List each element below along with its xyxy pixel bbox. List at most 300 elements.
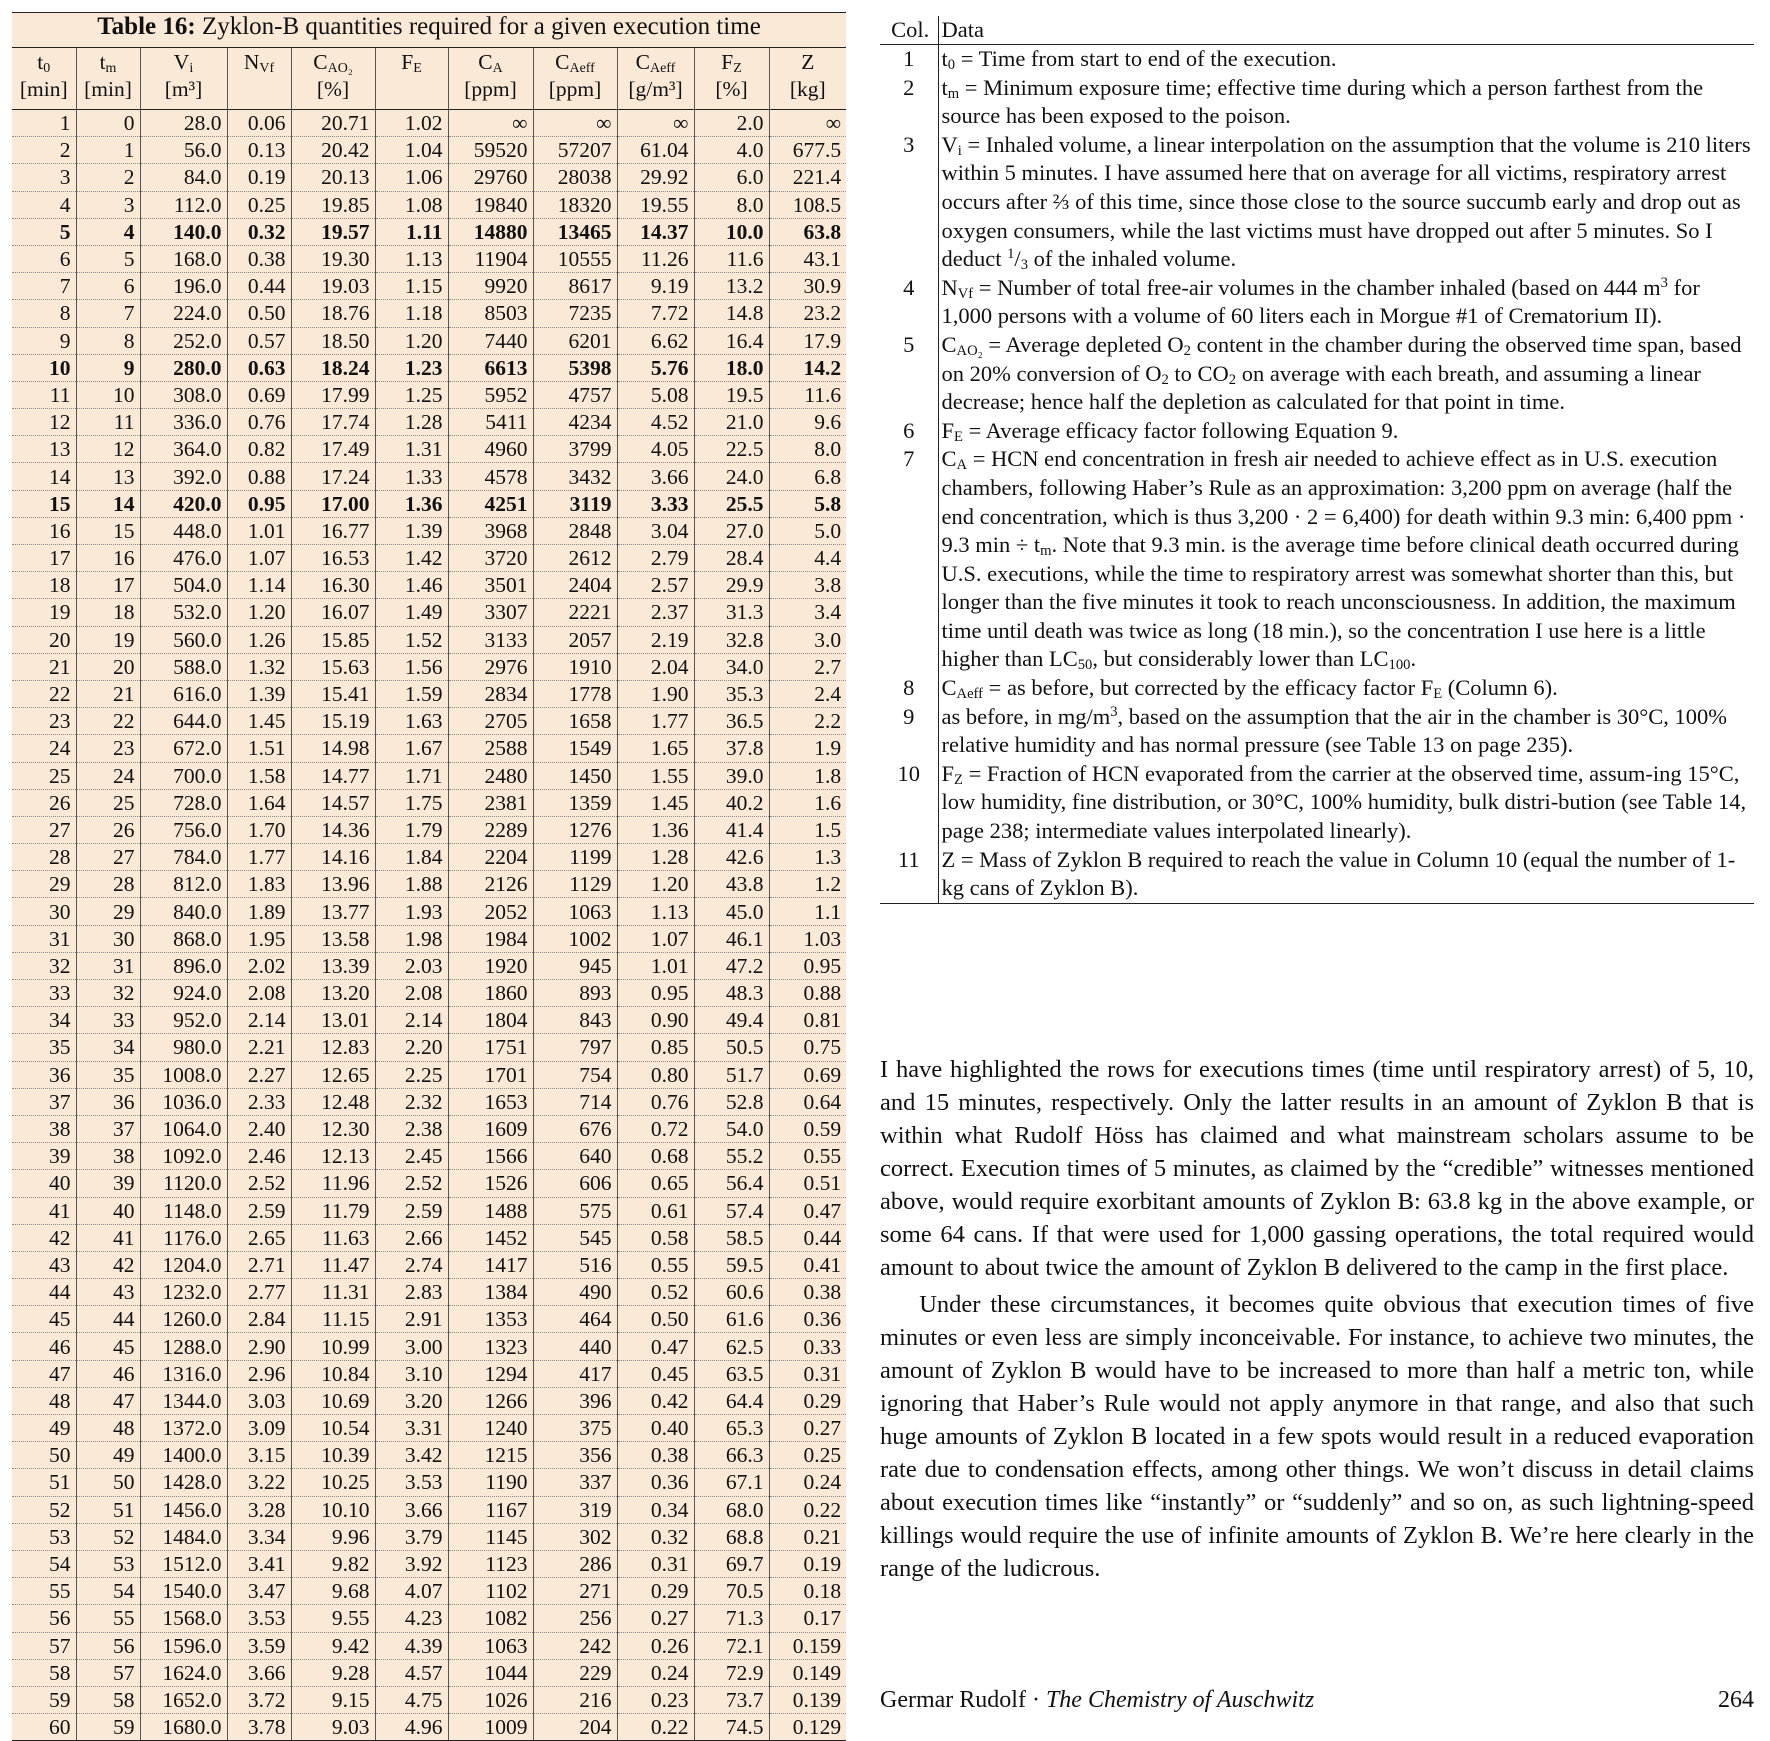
- table-row: [12, 490, 846, 517]
- column-unit: [min]: [19, 77, 68, 101]
- legend-col-number: 4: [880, 274, 938, 331]
- table-cell: 18.50: [291, 327, 375, 354]
- table-cell: 12.48: [291, 1088, 375, 1115]
- table-cell: 2.08: [375, 980, 448, 1007]
- table-cell: 797: [533, 1034, 617, 1061]
- table-cell: 0.31: [617, 1550, 694, 1577]
- legend-col-number: 5: [880, 331, 938, 417]
- column-header: [617, 48, 694, 110]
- table-cell: 364.0: [140, 436, 227, 463]
- table-cell: 1.5: [769, 816, 846, 843]
- table-cell: 672.0: [140, 735, 227, 762]
- table-row: [12, 1279, 846, 1306]
- table-row: [12, 1115, 846, 1142]
- table-cell: 0.17: [769, 1605, 846, 1632]
- table-cell: 2.83: [375, 1279, 448, 1306]
- table-title: Zyklon-B quantities required for a given execution time: [201, 13, 761, 40]
- table-cell: 40: [12, 1170, 76, 1197]
- table-cell: 1.32: [227, 653, 291, 680]
- table-cell: 0.81: [769, 1007, 846, 1034]
- table-cell: 63.8: [769, 218, 846, 245]
- table-cell: 24: [76, 762, 140, 789]
- table-cell: 38: [12, 1115, 76, 1142]
- table-cell: 29760: [448, 164, 533, 191]
- table-cell: 271: [533, 1578, 617, 1605]
- table-cell: 56.0: [140, 137, 227, 164]
- table-cell: 41.4: [694, 816, 769, 843]
- table-cell: 2.91: [375, 1306, 448, 1333]
- table-cell: 2289: [448, 816, 533, 843]
- table-cell: 1.64: [227, 789, 291, 816]
- legend-description: $F_Z$ = Fraction of HCN evaporated from the carrier at the observed time, assum-ing 15°C, low humidity, fine distribution, or 30°C, 100% humidity, bulk distri-bution (see Table 14, page 238; intermediate values interpolated linearly).: [941, 760, 1747, 844]
- table-cell: 640: [533, 1143, 617, 1170]
- table-cell: 1804: [448, 1007, 533, 1034]
- table-cell: 1.63: [375, 708, 448, 735]
- table-cell: 44: [12, 1279, 76, 1306]
- table-cell: 0.38: [227, 245, 291, 272]
- table-cell: 140.0: [140, 218, 227, 245]
- table-cell: 1.84: [375, 844, 448, 871]
- table-cell: 3.92: [375, 1550, 448, 1577]
- table-cell: 2.0: [694, 110, 769, 137]
- legend-description: Z = Mass of Zyklon B required to reach the value in Column 10 (equal the number of 1-kg cans of Zyklon B).: [938, 846, 1754, 904]
- table-cell: 19.85: [291, 191, 375, 218]
- table-cell: 0.40: [617, 1415, 694, 1442]
- table-cell: 34: [12, 1007, 76, 1034]
- table-cell: 286: [533, 1550, 617, 1577]
- table-cell: 1092.0: [140, 1143, 227, 1170]
- table-cell: 0.13: [227, 137, 291, 164]
- table-cell: 29: [12, 871, 76, 898]
- table-cell: 0.44: [769, 1224, 846, 1251]
- column-unit: [kg]: [789, 77, 826, 101]
- table-row: [12, 1550, 846, 1577]
- table-cell: 45: [76, 1333, 140, 1360]
- column-header: [448, 48, 533, 110]
- footer-author: Germar Rudolf ·: [880, 1687, 1046, 1713]
- table-cell: 1353: [448, 1306, 533, 1333]
- table-cell: 1596.0: [140, 1632, 227, 1659]
- table-cell: 7: [76, 300, 140, 327]
- table-cell: 20.13: [291, 164, 375, 191]
- table-cell: 0.55: [617, 1251, 694, 1278]
- table-cell: 40.2: [694, 789, 769, 816]
- table-cell: 24.0: [694, 463, 769, 490]
- table-cell: 0.24: [617, 1659, 694, 1686]
- table-cell: 0.18: [769, 1578, 846, 1605]
- table-cell: 224.0: [140, 300, 227, 327]
- table-cell: 1428.0: [140, 1469, 227, 1496]
- table-cell: 31: [76, 952, 140, 979]
- column-subscript: AO₂: [327, 61, 353, 76]
- table-cell: 0.58: [617, 1224, 694, 1251]
- table-cell: 1.8: [769, 762, 846, 789]
- table-cell: 0.33: [769, 1333, 846, 1360]
- table-cell: 0.95: [769, 952, 846, 979]
- table-cell: 1.25: [375, 381, 448, 408]
- table-cell: 22: [12, 680, 76, 707]
- table-cell: 27.0: [694, 517, 769, 544]
- table-row: [12, 354, 846, 381]
- table-cell: 0.90: [617, 1007, 694, 1034]
- table-row: [12, 273, 846, 300]
- table-cell: 40: [76, 1197, 140, 1224]
- table-cell: 532.0: [140, 599, 227, 626]
- table-cell: 1002: [533, 925, 617, 952]
- table-cell: 13465: [533, 218, 617, 245]
- table-cell: 216: [533, 1686, 617, 1713]
- table-cell: 1276: [533, 816, 617, 843]
- table-cell: 924.0: [140, 980, 227, 1007]
- table-cell: 43: [12, 1251, 76, 1278]
- legend-row: [880, 74, 1754, 131]
- legend-col-number: 8: [880, 674, 938, 703]
- table-cell: 0.51: [769, 1170, 846, 1197]
- table-row: [12, 1007, 846, 1034]
- table-label: Table 16:: [97, 13, 196, 40]
- table-cell: 1.28: [617, 844, 694, 871]
- table-cell: 1294: [448, 1360, 533, 1387]
- table-cell: 4.57: [375, 1659, 448, 1686]
- table-cell: 36: [76, 1088, 140, 1115]
- column-unit: [ppm]: [464, 77, 517, 101]
- column-unit: [%]: [316, 77, 350, 101]
- table-row: [12, 762, 846, 789]
- table-cell: 3.34: [227, 1523, 291, 1550]
- table-cell: 0.52: [617, 1279, 694, 1306]
- table-row: [12, 898, 846, 925]
- table-cell: 11: [76, 409, 140, 436]
- table-cell: 3.66: [617, 463, 694, 490]
- table-cell: 12: [76, 436, 140, 463]
- table-cell: 16.53: [291, 545, 375, 572]
- table-cell: 50: [12, 1442, 76, 1469]
- column-unit: [256, 77, 261, 101]
- table-cell: 21.0: [694, 409, 769, 436]
- table-cell: 9: [12, 327, 76, 354]
- table-cell: 32: [76, 980, 140, 1007]
- table-cell: 2.38: [375, 1115, 448, 1142]
- table-cell: 10.25: [291, 1469, 375, 1496]
- table-cell: 4757: [533, 381, 617, 408]
- table-row: [12, 1686, 846, 1713]
- table-cell: 1.6: [769, 789, 846, 816]
- table-cell: 2834: [448, 680, 533, 707]
- table-cell: 4.07: [375, 1578, 448, 1605]
- table-cell: 28: [12, 844, 76, 871]
- table-cell: 1452: [448, 1224, 533, 1251]
- table-cell: 1.3: [769, 844, 846, 871]
- column-symbol: C: [635, 50, 650, 74]
- table-cell: 1.23: [375, 354, 448, 381]
- legend-description: $V_i$ = Inhaled volume, a linear interpolation on the assumption that the volume is 210 liters within 5 minutes. I have assumed here that on average for all victims, respiratory arrest occurs after ⅔ of this time, since those close to the source succumb early and drop out as oxygen consumers, while the last victims must have dropped out after 5 minutes. So I deduct $^1/_3$ of the inhaled volume.: [941, 131, 1751, 274]
- table-cell: 1.02: [375, 110, 448, 137]
- table-cell: 1148.0: [140, 1197, 227, 1224]
- table-cell: 1.06: [375, 164, 448, 191]
- table-cell: 0.32: [227, 218, 291, 245]
- table-cell: 0.69: [227, 381, 291, 408]
- legend-col-number: 11: [880, 846, 938, 904]
- table-cell: 35.3: [694, 680, 769, 707]
- table-row: [12, 1333, 846, 1360]
- table-cell: 51: [76, 1496, 140, 1523]
- table-cell: 1026: [448, 1686, 533, 1713]
- table-cell: 13.96: [291, 871, 375, 898]
- table-cell: 1123: [448, 1550, 533, 1577]
- table-row: [12, 1496, 846, 1523]
- table-cell: 1.2: [769, 871, 846, 898]
- table-cell: 2848: [533, 517, 617, 544]
- table-cell: 12.65: [291, 1061, 375, 1088]
- table-cell: 50: [76, 1469, 140, 1496]
- table-cell: 3.33: [617, 490, 694, 517]
- table-cell: 3799: [533, 436, 617, 463]
- table-cell: 4578: [448, 463, 533, 490]
- table-cell: 1.93: [375, 898, 448, 925]
- table-cell: 1.9: [769, 735, 846, 762]
- table-cell: 2.04: [617, 653, 694, 680]
- table-cell: 0.31: [769, 1360, 846, 1387]
- table-row: [12, 191, 846, 218]
- table-cell: 45.0: [694, 898, 769, 925]
- table-cell: 35: [76, 1061, 140, 1088]
- table-cell: 5.08: [617, 381, 694, 408]
- page-number: 264: [1718, 1687, 1754, 1713]
- table-row: [12, 545, 846, 572]
- table-cell: 1102: [448, 1578, 533, 1605]
- table-cell: 4.23: [375, 1605, 448, 1632]
- table-cell: 1.18: [375, 300, 448, 327]
- table-cell: 11904: [448, 245, 533, 272]
- table-row: [12, 110, 846, 137]
- table-cell: 843: [533, 1007, 617, 1034]
- table-cell: 1.58: [227, 762, 291, 789]
- table-cell: 1.31: [375, 436, 448, 463]
- table-cell: 10.54: [291, 1415, 375, 1442]
- table-cell: 2.7: [769, 653, 846, 680]
- table-cell: 72.1: [694, 1632, 769, 1659]
- table-cell: 1.45: [227, 708, 291, 735]
- table-cell: 23: [76, 735, 140, 762]
- table-cell: 26: [76, 816, 140, 843]
- table-cell: 1.45: [617, 789, 694, 816]
- table-cell: 61.04: [617, 137, 694, 164]
- table-cell: 0: [76, 110, 140, 137]
- table-cell: 252.0: [140, 327, 227, 354]
- table-cell: 41: [12, 1197, 76, 1224]
- table-cell: 19: [76, 626, 140, 653]
- table-cell: 2.52: [375, 1170, 448, 1197]
- table-cell: 1701: [448, 1061, 533, 1088]
- table-cell: 10.84: [291, 1360, 375, 1387]
- legend-row: [880, 703, 1754, 760]
- table-cell: 18.0: [694, 354, 769, 381]
- table-cell: 1568.0: [140, 1605, 227, 1632]
- table-cell: 2.46: [227, 1143, 291, 1170]
- table-cell: 14.36: [291, 816, 375, 843]
- table-cell: 14.2: [769, 354, 846, 381]
- legend-row: [880, 45, 1754, 74]
- table-cell: 13.77: [291, 898, 375, 925]
- table-cell: 1063: [448, 1632, 533, 1659]
- table-cell: 0.88: [227, 463, 291, 490]
- table-cell: 47: [76, 1387, 140, 1414]
- legend-row: [880, 760, 1754, 846]
- table-cell: 17: [12, 545, 76, 572]
- table-cell: 3.42: [375, 1442, 448, 1469]
- table-row: [12, 789, 846, 816]
- table-cell: 6201: [533, 327, 617, 354]
- table-cell: 0.59: [769, 1115, 846, 1142]
- table-cell: 1.39: [227, 680, 291, 707]
- column-header: [375, 48, 448, 110]
- table-row: [12, 1714, 846, 1741]
- table-cell: 2.32: [375, 1088, 448, 1115]
- table-cell: 1.13: [617, 898, 694, 925]
- table-cell: 0.25: [227, 191, 291, 218]
- table-cell: 33: [12, 980, 76, 1007]
- table-cell: 4.05: [617, 436, 694, 463]
- table-cell: 1.83: [227, 871, 291, 898]
- table-cell: 1624.0: [140, 1659, 227, 1686]
- table-cell: 1.36: [375, 490, 448, 517]
- column-unit: [ppm]: [548, 77, 602, 101]
- legend-description: as before, in $mg/m^3$, based on the assumption that the air in the chamber is 30°C, 100% relative humidity and has normal pressure (see Table 13 on page 235).: [941, 703, 1728, 758]
- table-cell: 575: [533, 1197, 617, 1224]
- table-cell: 9.82: [291, 1550, 375, 1577]
- legend-row: [880, 417, 1754, 446]
- table-cell: 1082: [448, 1605, 533, 1632]
- table-cell: 57207: [533, 137, 617, 164]
- table-cell: 2.45: [375, 1143, 448, 1170]
- table-cell: 11.96: [291, 1170, 375, 1197]
- table-cell: 1.67: [375, 735, 448, 762]
- table-cell: 3968: [448, 517, 533, 544]
- table-cell: 19.03: [291, 273, 375, 300]
- table-cell: 71.3: [694, 1605, 769, 1632]
- table-cell: 2204: [448, 844, 533, 871]
- table-cell: 14.98: [291, 735, 375, 762]
- table-cell: 39: [76, 1170, 140, 1197]
- table-cell: 1344.0: [140, 1387, 227, 1414]
- table-cell: 9.6: [769, 409, 846, 436]
- table-cell: 0.95: [617, 980, 694, 1007]
- table-cell: 5398: [533, 354, 617, 381]
- table-cell: 280.0: [140, 354, 227, 381]
- table-cell: 20.42: [291, 137, 375, 164]
- table-cell: 19.30: [291, 245, 375, 272]
- table-row: [12, 381, 846, 408]
- table-cell: 30.9: [769, 273, 846, 300]
- table-cell: 16: [76, 545, 140, 572]
- table-cell: 112.0: [140, 191, 227, 218]
- table-cell: 1.51: [227, 735, 291, 762]
- table-cell: 2.33: [227, 1088, 291, 1115]
- table-cell: 0.63: [227, 354, 291, 381]
- table-cell: 18: [76, 599, 140, 626]
- table-cell: 108.5: [769, 191, 846, 218]
- table-cell: 3.4: [769, 599, 846, 626]
- table-cell: 21: [76, 680, 140, 707]
- legend-col-number: 10: [880, 760, 938, 846]
- table-cell: 0.38: [769, 1279, 846, 1306]
- column-unit: [g/m³]: [628, 77, 683, 101]
- table-cell: 3.00: [375, 1333, 448, 1360]
- table-row: [12, 1143, 846, 1170]
- table-cell: 2.40: [227, 1115, 291, 1142]
- table-cell: 15.41: [291, 680, 375, 707]
- table-cell: 14.8: [694, 300, 769, 327]
- table-cell: 3.47: [227, 1578, 291, 1605]
- column-subscript: i: [189, 61, 194, 76]
- table-cell: 2.19: [617, 626, 694, 653]
- column-symbol: Z: [801, 50, 815, 74]
- table-cell: 3.10: [375, 1360, 448, 1387]
- table-cell: 3.59: [227, 1632, 291, 1659]
- table-row: [12, 137, 846, 164]
- table-cell: 6.0: [694, 164, 769, 191]
- table-cell: 4234: [533, 409, 617, 436]
- table-row: [12, 327, 846, 354]
- table-cell: 893: [533, 980, 617, 1007]
- table-cell: 1316.0: [140, 1360, 227, 1387]
- table-row: [12, 436, 846, 463]
- table-row: [12, 1632, 846, 1659]
- table-cell: 19.57: [291, 218, 375, 245]
- table-cell: 242: [533, 1632, 617, 1659]
- table-cell: 9.68: [291, 1578, 375, 1605]
- table-cell: 1609: [448, 1115, 533, 1142]
- table-cell: 14.77: [291, 762, 375, 789]
- table-cell: 12.83: [291, 1034, 375, 1061]
- column-unit: [m³]: [164, 77, 203, 101]
- table-cell: 0.64: [769, 1088, 846, 1115]
- table-cell: 0.36: [617, 1469, 694, 1496]
- legend-row: [880, 846, 1754, 904]
- table-cell: 336.0: [140, 409, 227, 436]
- table-cell: 0.50: [617, 1306, 694, 1333]
- table-cell: 47: [12, 1360, 76, 1387]
- table-cell: 0.21: [769, 1523, 846, 1550]
- table-cell: 3.31: [375, 1415, 448, 1442]
- table-cell: 0.27: [617, 1605, 694, 1632]
- table-cell: 26: [12, 789, 76, 816]
- table-cell: 588.0: [140, 653, 227, 680]
- table-cell: 10: [76, 381, 140, 408]
- table-cell: 1.52: [375, 626, 448, 653]
- table-cell: 8.0: [694, 191, 769, 218]
- table-cell: 945: [533, 952, 617, 979]
- table-cell: 2057: [533, 626, 617, 653]
- table-cell: 8: [12, 300, 76, 327]
- table-cell: 560.0: [140, 626, 227, 653]
- table-cell: 4.39: [375, 1632, 448, 1659]
- table-cell: 3720: [448, 545, 533, 572]
- table-cell: 1.77: [227, 844, 291, 871]
- table-cell: 1044: [448, 1659, 533, 1686]
- legend-header-col: Col.: [880, 16, 938, 45]
- table-cell: 47.2: [694, 952, 769, 979]
- table-cell: 54: [12, 1550, 76, 1577]
- table-cell: 0.22: [769, 1496, 846, 1523]
- table-cell: 1984: [448, 925, 533, 952]
- table-cell: 1.55: [617, 762, 694, 789]
- table-cell: 728.0: [140, 789, 227, 816]
- table-cell: 1036.0: [140, 1088, 227, 1115]
- table-cell: 53: [12, 1523, 76, 1550]
- table-cell: 2.79: [617, 545, 694, 572]
- table-cell: 2052: [448, 898, 533, 925]
